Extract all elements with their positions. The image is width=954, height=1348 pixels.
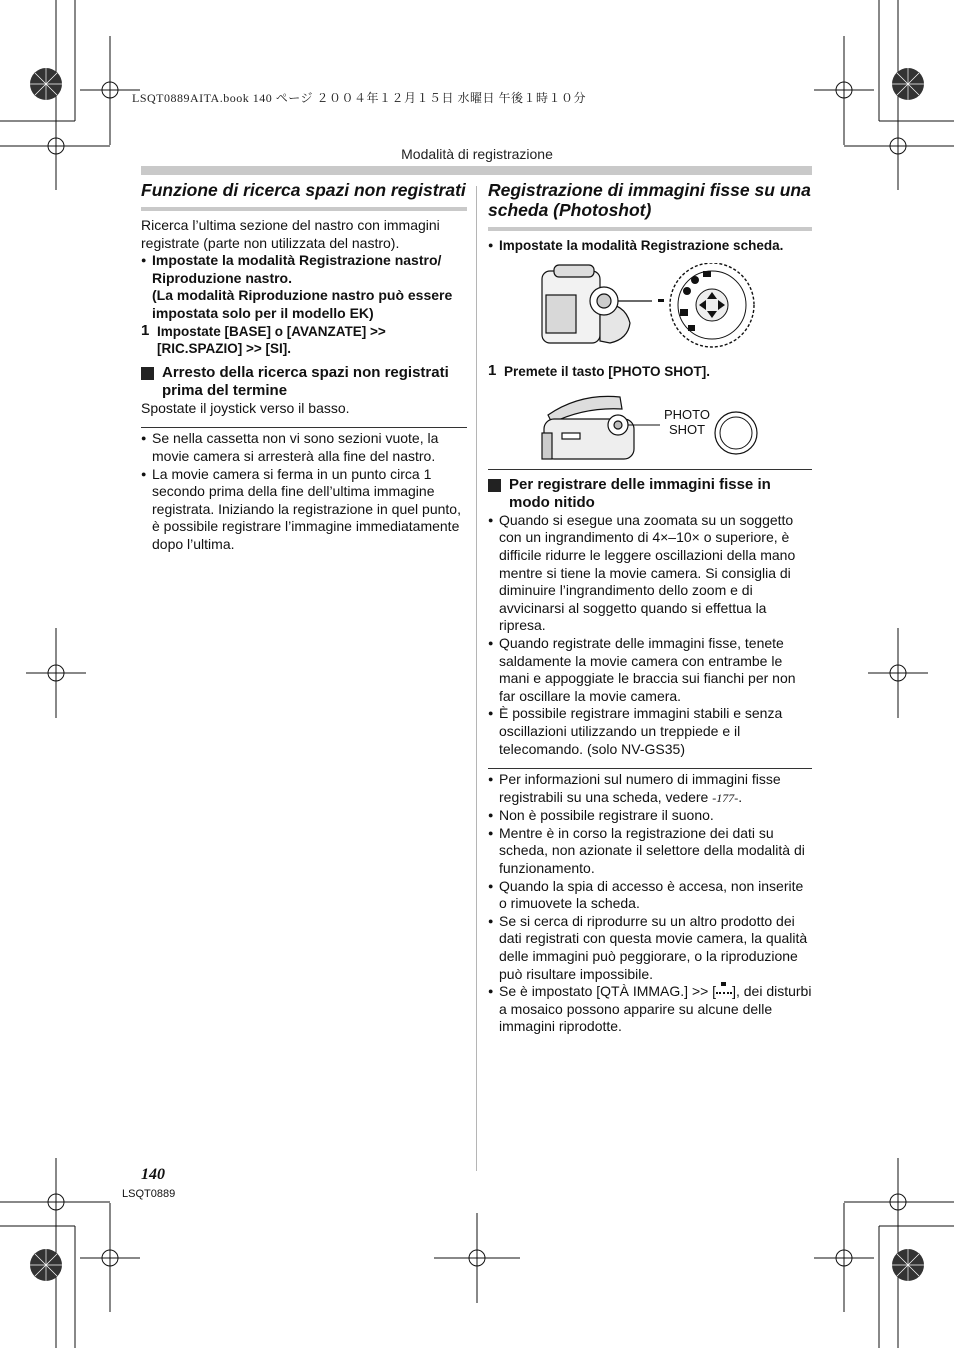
left-setup-text: ● Impostate la modalità Registrazione nastro/ Riproduzione nastro. — [152, 252, 442, 286]
right-rule — [488, 768, 812, 769]
last-note-suffix: ], dei disturbi a mosaico possono apparire su alcune delle immagini riprodotte. — [499, 983, 812, 1035]
right-note-2: ● Mentre è in corso la registrazione dei dati su scheda, non azionate il selettore della modalità di funzionamento. — [488, 825, 812, 878]
section-title: Modalità di registrazione — [401, 146, 553, 162]
left-heading: Funzione di ricerca spazi non registrati — [141, 180, 467, 211]
left-sub-text: Spostate il joystick verso il basso. — [141, 399, 350, 416]
left-setup-note: (La modalità Riproduzione nastro può essere impostata solo per il modello EK) — [152, 287, 453, 321]
photo-shot-label-line2: SHOT — [668, 421, 706, 437]
left-intro: Ricerca l’ultima sezione del nastro con immagini registrate (parte non utilizzata del nastro). — [141, 217, 440, 251]
step-text: Impostate [BASE] o [AVANZATE] >> [RIC.SPAZIO] >> [SI]. — [157, 323, 386, 357]
right-column — [488, 180, 812, 1036]
square-bullet-icon — [141, 367, 154, 380]
column-divider — [476, 186, 477, 1171]
right-note-5 — [488, 983, 812, 1036]
left-note-2: ● La movie camera si ferma in un punto circa 1 secondo prima della fine dell’ultima immagine registrata. Iniziando la registrazione in quel punto, è possibile registrare l’immagine immediatamente dopo l’ultima. — [141, 466, 467, 554]
image-quality-icon — [716, 982, 732, 994]
header-bar — [141, 166, 812, 175]
right-step-1 — [488, 363, 812, 381]
square-bullet-icon — [488, 479, 501, 492]
left-subheading — [141, 364, 467, 400]
right-heading: Registrazione di immagini fisse su una scheda (Photoshot) — [488, 180, 812, 231]
left-rule — [141, 427, 467, 428]
step-number: 1 — [488, 362, 497, 380]
note-ref-text: Per informazioni sul numero di immagini fisse registrabili su una scheda, vedere — [499, 771, 781, 805]
photo-shot-label-line1: PHOTO — [664, 406, 710, 422]
right-subheading-text: Per registrare delle immagini fisse in modo nitido — [509, 475, 771, 511]
right-subheading — [488, 476, 812, 512]
right-tip-1: ● Quando si esegue una zoomata su un soggetto con un ingrandimento di 4×–10× o superiore, è difficile ridurre le leggere oscillazioni della mano mentre si tiene la movie camera. Si consiglia di diminuire l’ingrandimento dello zoom e di avvicinarsi al soggetto quando si effettua la ripresa. — [488, 512, 812, 635]
page-reference-link[interactable]: -177- — [712, 790, 739, 805]
left-setup-bullet — [141, 252, 467, 322]
left-column — [141, 180, 467, 554]
right-setup-bullet: ● Impostate la modalità Registrazione scheda. — [488, 237, 812, 255]
page-code: LSQT0889 — [122, 1188, 176, 1200]
right-note-3: ● Quando la spia di accesso è accesa, non inserite o rimuovete la scheda. — [488, 878, 812, 913]
last-note-prefix: Se è impostato [QTÀ IMMAG.] >> [ — [499, 983, 717, 1000]
right-rule-top — [488, 469, 812, 470]
right-note-ref: ● Per informazioni sul numero di immagini fisse registrabili su una scheda, vedere -177-. — [488, 771, 812, 807]
step-number: 1 — [141, 321, 150, 339]
right-tip-3: ● È possibile registrare immagini stabili e senza oscillazioni utilizzando un treppiede e il telecomando. (solo NV-GS35) — [488, 705, 812, 758]
step-text: Premete il tasto [PHOTO SHOT]. — [504, 364, 711, 380]
camera-mode-dial-figure — [540, 263, 812, 358]
page-number: 140 — [141, 1166, 165, 1183]
left-note-1: ● Se nella cassetta non vi sono sezioni vuote, la movie camera si arresterà alla fine del nastro. — [141, 430, 467, 465]
right-note-4: ● Se si cerca di riprodurre su un altro prodotto dei dati registrati con questa movie camera, la qualità delle immagini può peggiorare, o la riproduzione può risultare impossibile. — [488, 913, 812, 983]
print-header: LSQT0889AITA.book 140 ページ ２００４年１２月１５日 水曜日 午後１時１０分 — [132, 91, 586, 105]
photo-shot-figure — [540, 389, 812, 463]
right-tip-2: ● Quando registrate delle immagini fisse, tenete saldamente la movie camera con entrambe le mani e appoggiate le braccia sui fianchi per non far oscillare la movie camera. — [488, 635, 812, 705]
left-subheading-text: Arresto della ricerca spazi non registrati prima del termine — [162, 363, 449, 399]
left-step-1 — [141, 323, 467, 358]
right-note-1: ● Non è possibile registrare il suono. — [488, 807, 812, 825]
